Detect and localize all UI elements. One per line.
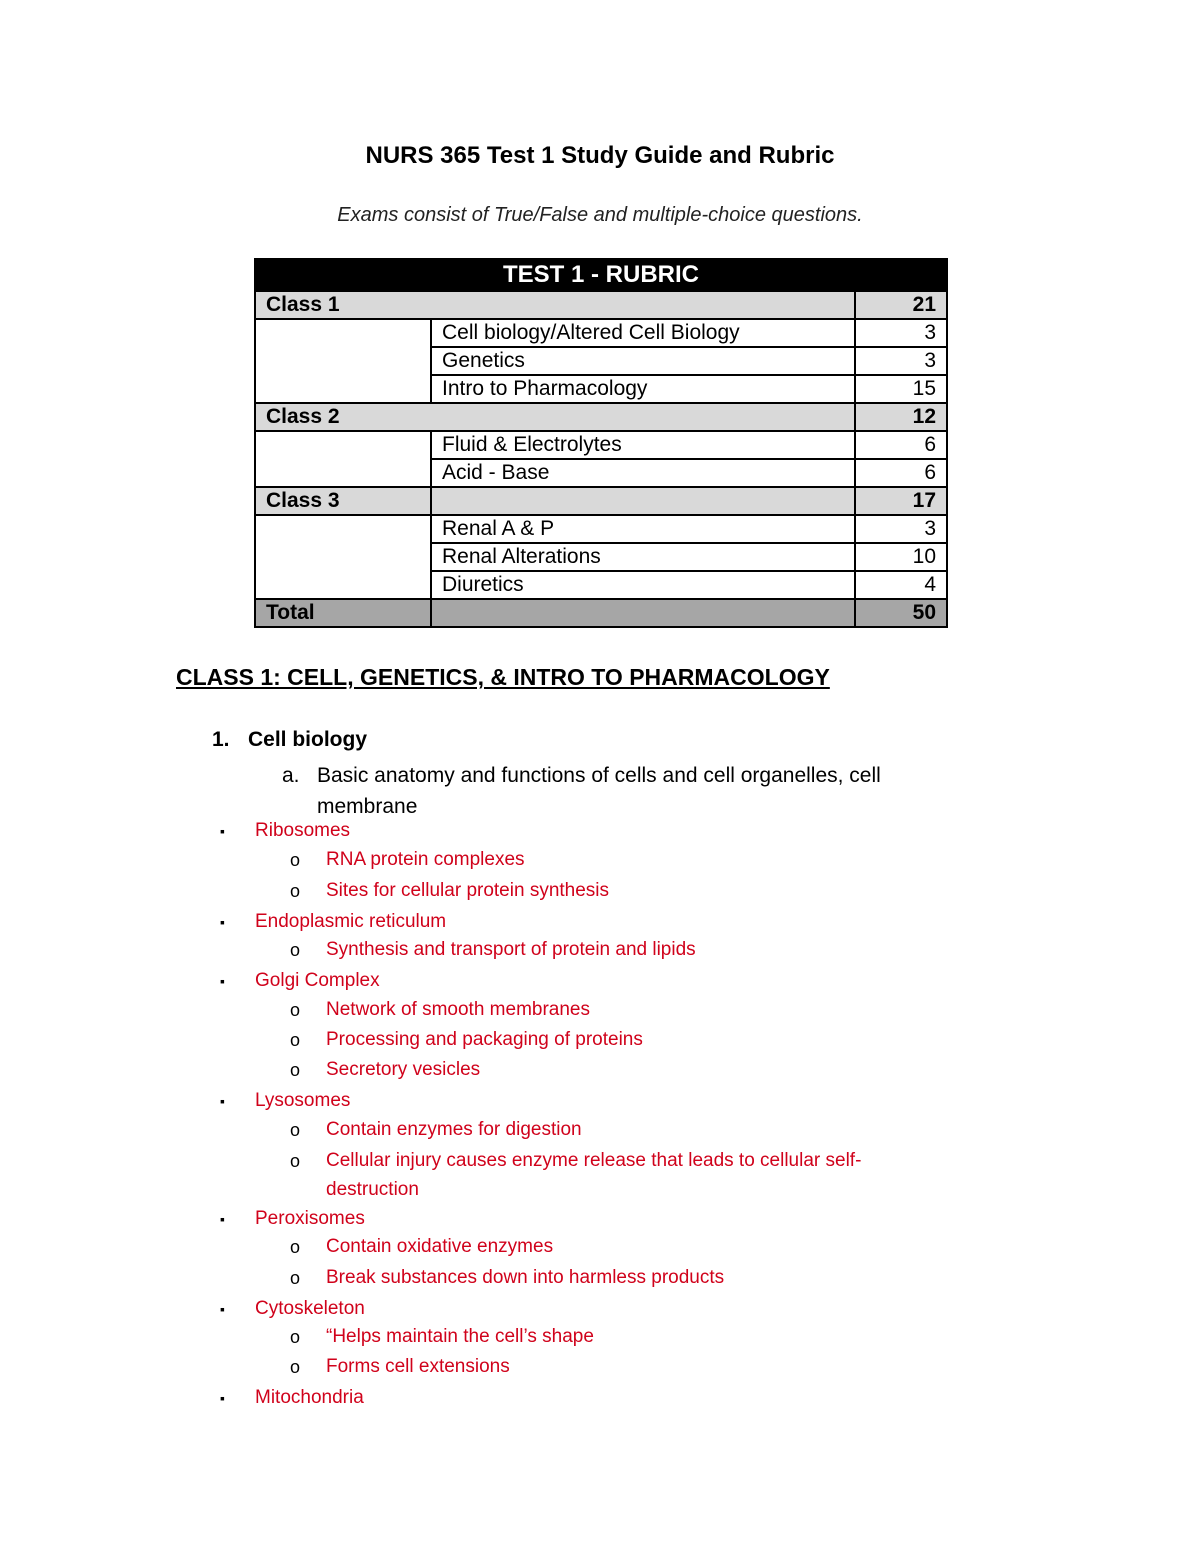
class-row — [255, 487, 947, 515]
topic-row — [255, 515, 947, 543]
section-heading: CLASS 1: CELL, GENETICS, & INTRO TO PHARMACOLOGY — [176, 664, 830, 690]
circle-bullet-icon: o — [290, 1151, 301, 1171]
outline-letter: a. — [282, 764, 300, 787]
topic-label: Renal A & P — [431, 515, 855, 543]
topic-label: Acid - Base — [431, 459, 855, 487]
note-item: Peroxisomes — [255, 1208, 365, 1229]
outline-heading — [212, 728, 367, 752]
class-row — [255, 291, 947, 319]
empty-cell — [255, 431, 431, 487]
outline-subitem-text: Basic anatomy and functions of cells and cell organelles, cell membrane — [317, 764, 881, 818]
circle-bullet-icon: o — [290, 1000, 301, 1020]
note-subitem: “Helps maintain the cell’s shape — [326, 1326, 594, 1347]
note-item: Endoplasmic reticulum — [255, 911, 447, 932]
square-bullet-icon: ▪ — [220, 1301, 225, 1317]
outline-number: 1. — [212, 728, 230, 751]
class-total: 17 — [855, 487, 947, 515]
topic-count: 15 — [855, 375, 947, 403]
circle-bullet-icon: o — [290, 940, 301, 960]
circle-bullet-icon: o — [290, 1030, 301, 1050]
note-subitem: Sites for cellular protein synthesis — [326, 880, 610, 901]
class-label: Class 1 — [255, 291, 855, 319]
rubric-table — [254, 258, 948, 628]
note-subitem: Contain oxidative enzymes — [326, 1236, 554, 1257]
note-subitem: Synthesis and transport of protein and lipids — [326, 939, 696, 960]
note-item: Golgi Complex — [255, 970, 380, 991]
note-subitem: Network of smooth membranes — [326, 999, 590, 1020]
class-label: Class 2 — [255, 403, 855, 431]
topic-count: 6 — [855, 459, 947, 487]
topic-count: 10 — [855, 543, 947, 571]
outline-heading-label: Cell biology — [248, 728, 368, 751]
square-bullet-icon: ▪ — [220, 973, 225, 989]
square-bullet-icon: ▪ — [220, 1211, 225, 1227]
topic-label: Renal Alterations — [431, 543, 855, 571]
total-label: Total — [255, 599, 431, 627]
circle-bullet-icon: o — [290, 1060, 301, 1080]
note-subitem: Cellular injury causes enzyme release that leads to cellular self- — [326, 1150, 862, 1171]
outline-subitem — [282, 760, 962, 822]
topic-count: 3 — [855, 347, 947, 375]
rubric-header-row — [255, 259, 947, 291]
note-subitem: Break substances down into harmless products — [326, 1267, 725, 1288]
rubric-header: TEST 1 - RUBRIC — [255, 259, 947, 291]
topic-row — [255, 319, 947, 347]
document-subtitle: Exams consist of True/False and multiple-choice questions. — [337, 204, 863, 226]
empty-cell — [255, 319, 431, 403]
topic-row — [255, 431, 947, 459]
circle-bullet-icon: o — [290, 1327, 301, 1347]
note-subitem: Forms cell extensions — [326, 1356, 510, 1377]
circle-bullet-icon: o — [290, 881, 301, 901]
topic-label: Cell biology/Altered Cell Biology — [431, 319, 855, 347]
document-title: NURS 365 Test 1 Study Guide and Rubric — [365, 142, 835, 169]
note-item: Ribosomes — [255, 820, 351, 841]
class-total: 12 — [855, 403, 947, 431]
circle-bullet-icon: o — [290, 1357, 301, 1377]
topic-count: 4 — [855, 571, 947, 599]
topic-count: 3 — [855, 515, 947, 543]
total-row — [255, 599, 947, 627]
circle-bullet-icon: o — [290, 1268, 301, 1288]
note-subitem: Processing and packaging of proteins — [326, 1029, 643, 1050]
note-subitem: destruction — [326, 1179, 419, 1200]
topic-count: 6 — [855, 431, 947, 459]
class-label: Class 3 — [255, 487, 431, 515]
total-value: 50 — [855, 599, 947, 627]
topic-label: Genetics — [431, 347, 855, 375]
note-item: Lysosomes — [255, 1090, 351, 1111]
topic-label: Intro to Pharmacology — [431, 375, 855, 403]
topic-count: 3 — [855, 319, 947, 347]
circle-bullet-icon: o — [290, 850, 301, 870]
square-bullet-icon: ▪ — [220, 823, 225, 839]
circle-bullet-icon: o — [290, 1237, 301, 1257]
circle-bullet-icon: o — [290, 1120, 301, 1140]
class-label-spacer — [431, 487, 855, 515]
note-item: Cytoskeleton — [255, 1298, 365, 1319]
note-item: Mitochondria — [255, 1387, 364, 1408]
note-subitem: Secretory vesicles — [326, 1059, 481, 1080]
topic-label: Diuretics — [431, 571, 855, 599]
square-bullet-icon: ▪ — [220, 914, 225, 930]
total-spacer — [431, 599, 855, 627]
note-subitem: Contain enzymes for digestion — [326, 1119, 582, 1140]
topic-label: Fluid & Electrolytes — [431, 431, 855, 459]
empty-cell — [255, 515, 431, 599]
square-bullet-icon: ▪ — [220, 1093, 225, 1109]
square-bullet-icon: ▪ — [220, 1390, 225, 1406]
class-row — [255, 403, 947, 431]
class-total: 21 — [855, 291, 947, 319]
note-subitem: RNA protein complexes — [326, 849, 525, 870]
